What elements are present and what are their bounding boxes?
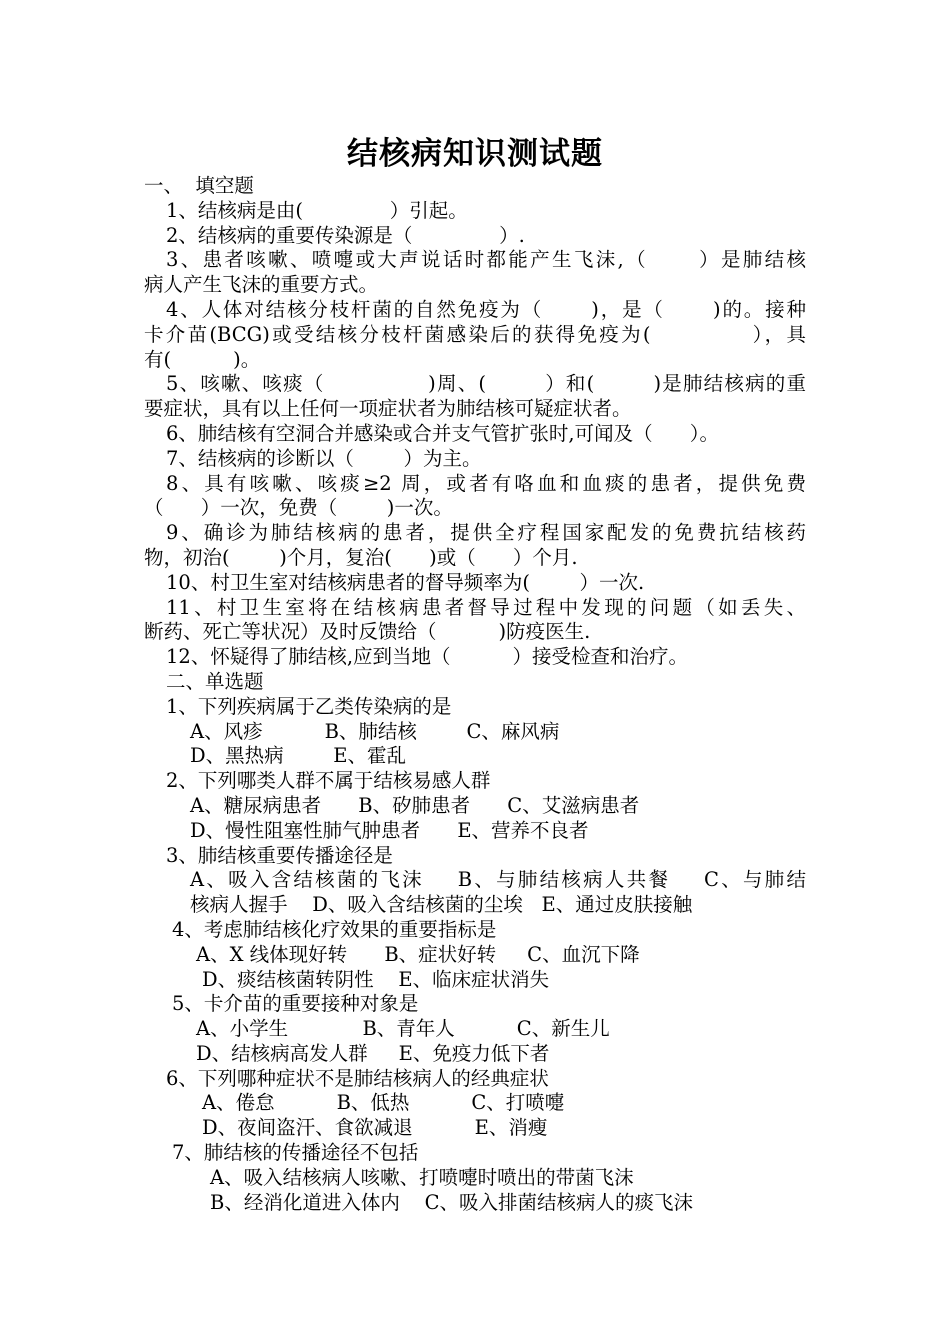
question-line: 6、肺结核有空洞合并感染或合并支气管扩张时,可闻及（ ）。: [166, 421, 720, 445]
section-heading-fill-in: 一、 填空题: [144, 174, 254, 197]
option-line: D、慢性阻塞性肺气肿患者 E、营养不良者: [190, 818, 589, 842]
question-line: 11、村卫生室将在结核病患者督导过程中发现的问题（如丢失、: [166, 595, 806, 619]
question-line: 8、具有咳嗽、咳痰≥2 周，或者有咯血和血痰的患者，提供免费: [166, 471, 806, 495]
question-line: 12、怀疑得了肺结核,应到当地（ ）接受检查和治疗。: [166, 645, 688, 669]
question-line: 有( )。: [144, 347, 261, 371]
question-line: 6、下列哪种症状不是肺结核病人的经典症状: [166, 1066, 549, 1090]
option-line: A、吸入含结核菌的飞沫 B、与肺结核病人共餐 C、与肺结: [190, 868, 806, 892]
question-line: 7、结核病的诊断以（ ）为主。: [166, 446, 482, 470]
option-line: A、倦怠 B、低热 C、打喷嚏: [202, 1091, 565, 1115]
option-line: 核病人握手 D、吸入含结核菌的尘埃 E、通过皮肤接触: [190, 893, 693, 917]
question-line: 9、确诊为肺结核病的患者，提供全疗程国家配发的免费抗结核药: [166, 521, 806, 545]
option-line: A、X 线体现好转 B、症状好转 C、血沉下降: [196, 942, 640, 966]
question-line: 要症状，具有以上任何一项症状者为肺结核可疑症状者。: [144, 397, 632, 421]
option-line: B、经消化道进入体内 C、吸入排菌结核病人的痰飞沫: [210, 1190, 694, 1214]
question-line: 2、结核病的重要传染源是（ ）.: [166, 223, 525, 247]
question-line: 病人产生飞沫的重要方式。: [144, 273, 379, 297]
question-line: 3、患者咳嗽、喷嚏或大声说话时都能产生飞沫,（ ）是肺结核: [166, 248, 806, 272]
question-line: 5、卡介苗的重要接种对象是: [172, 992, 419, 1016]
option-line: A、糖尿病患者 B、矽肺患者 C、艾滋病患者: [190, 793, 640, 817]
question-line: 4、人体对结核分枝杆菌的自然免疫为（ )，是（ )的。接种: [166, 297, 806, 321]
option-line: A、小学生 B、青年人 C、新生儿: [196, 1017, 610, 1041]
question-line: 3、肺结核重要传播途径是: [166, 843, 393, 867]
question-line: （ ）一次，免费（ )一次。: [144, 496, 453, 520]
option-line: D、痰结核菌转阴性 E、临床症状消失: [202, 967, 550, 991]
question-line: 7、肺结核的传播途径不包括: [172, 1141, 419, 1165]
option-line: A、吸入结核病人咳嗽、打喷嚏时喷出的带菌飞沫: [210, 1165, 634, 1189]
document-body: [144, 174, 806, 1215]
section-heading-single-choice: 二、单选题: [166, 669, 264, 693]
question-line: 2、下列哪类人群不属于结核易感人群: [166, 769, 491, 793]
document-title: 结核病知识测试题: [347, 136, 603, 172]
question-line: 卡介苗(BCG)或受结核分枝杆菌感染后的获得免疫为( ），具: [144, 322, 806, 346]
option-line: D、夜间盗汗、食欲减退 E、消瘦: [202, 1116, 548, 1140]
question-line: 10、村卫生室对结核病患者的督导频率为( ）一次.: [166, 570, 645, 594]
option-line: D、黑热病 E、霍乱: [190, 744, 406, 768]
question-line: 1、结核病是由( ）引起。: [166, 198, 468, 222]
question-line: 1、下列疾病属于乙类传染病的是: [166, 694, 452, 718]
question-line: 断药、死亡等状况）及时反馈给（ )防疫医生.: [144, 620, 591, 644]
question-line: 物，初治( )个月，复治( )或（ ）个月.: [144, 545, 578, 569]
question-line: 4、考虑肺结核化疗效果的重要指标是: [172, 917, 497, 941]
option-line: D、结核病高发人群 E、免疫力低下者: [196, 1041, 550, 1065]
question-line: 5、咳嗽、咳痰（ )周、( ）和( )是肺结核病的重: [166, 372, 806, 396]
option-line: A、风疹 B、肺结核 C、麻风病: [190, 719, 560, 743]
